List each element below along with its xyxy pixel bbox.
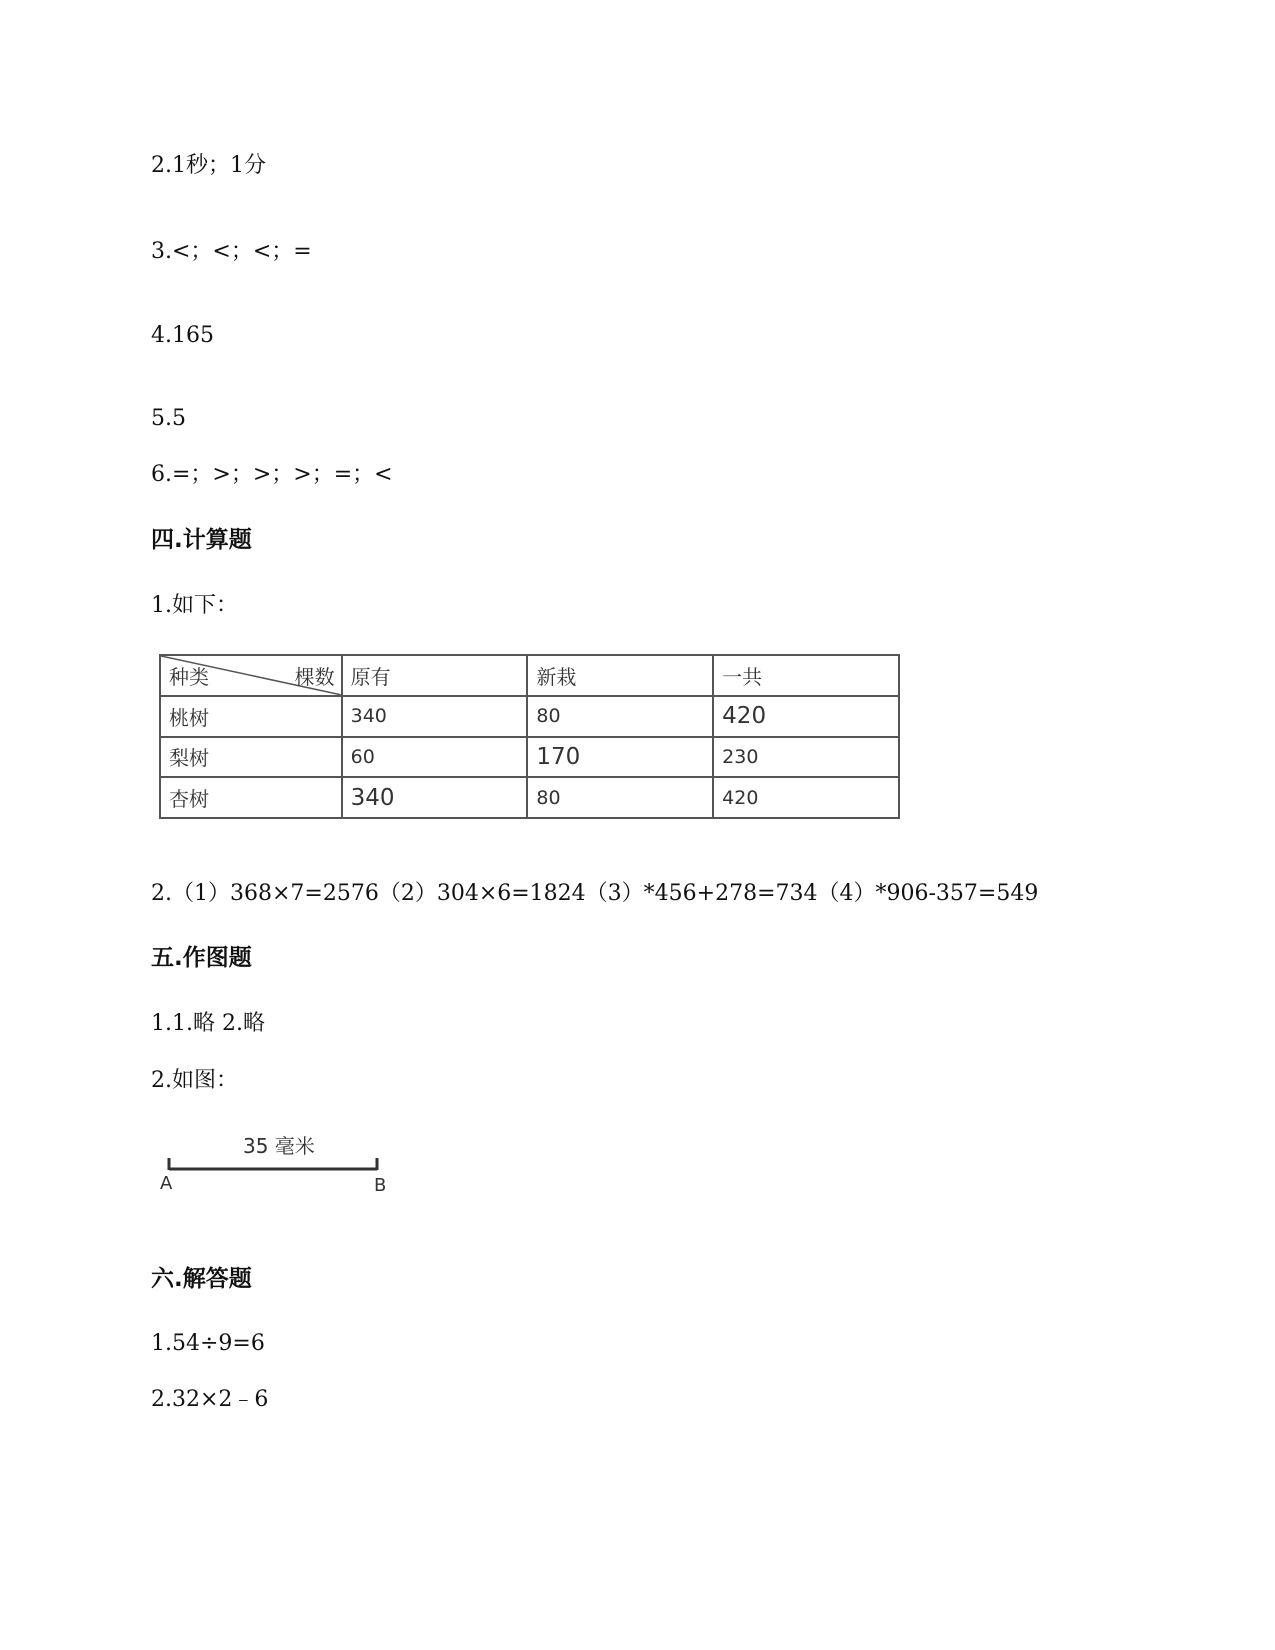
table-row bbox=[160, 737, 899, 778]
table-row-name: 桃树 bbox=[160, 696, 342, 737]
table-row-name: 梨树 bbox=[160, 737, 342, 778]
segment-length-label: 35 毫米 bbox=[243, 1134, 315, 1158]
tree-count-table bbox=[159, 654, 900, 819]
section-heading-drawing: 五.作图题 bbox=[151, 945, 252, 971]
answer-item-6: 6.=；>；>；>；=；< bbox=[151, 462, 393, 487]
section-heading-calculation: 四.计算题 bbox=[151, 527, 252, 553]
drawing-question-1: 1.1.略 2.略 bbox=[151, 1011, 265, 1036]
table-header-cell: 原有 bbox=[342, 655, 528, 696]
point-a-label: A bbox=[160, 1173, 173, 1194]
table-header-cell: 一共 bbox=[713, 655, 899, 696]
line-segment-figure bbox=[155, 1130, 395, 1210]
drawing-question-2-label: 2.如图： bbox=[151, 1068, 238, 1093]
section-heading-solution: 六.解答题 bbox=[151, 1266, 252, 1292]
table-cell: 340 bbox=[342, 696, 528, 737]
table-cell: 420 bbox=[713, 777, 899, 818]
answer-item-3: 3.<；<；<；= bbox=[151, 239, 312, 264]
table-corner-cell bbox=[160, 655, 342, 696]
table-cell: 170 bbox=[527, 737, 713, 778]
answer-item-2: 2.1秒；1分 bbox=[151, 153, 266, 178]
solution-question-2: 2.32×2﹣6 bbox=[151, 1387, 269, 1412]
calc-question-2: 2.（1）368×7=2576（2）304×6=1824（3）*456+278=734（4）*906-357=549 bbox=[151, 881, 1039, 906]
table-cell: 230 bbox=[713, 737, 899, 778]
table-header-cell: 新栽 bbox=[527, 655, 713, 696]
table-row bbox=[160, 696, 899, 737]
table-cell: 420 bbox=[713, 696, 899, 737]
table-cell: 60 bbox=[342, 737, 528, 778]
table-cell: 80 bbox=[527, 777, 713, 818]
calc-question-1-label: 1.如下： bbox=[151, 593, 238, 618]
segment-line bbox=[167, 1154, 379, 1174]
table-cell: 80 bbox=[527, 696, 713, 737]
answer-item-5: 5.5 bbox=[151, 406, 186, 431]
table-row bbox=[160, 777, 899, 818]
solution-question-1: 1.54÷9=6 bbox=[151, 1331, 265, 1356]
answer-item-4: 4.165 bbox=[151, 323, 214, 348]
table-cell: 340 bbox=[342, 777, 528, 818]
corner-label-type: 种类 bbox=[169, 665, 209, 689]
point-b-label: B bbox=[374, 1175, 387, 1196]
table-row-name: 杏树 bbox=[160, 777, 342, 818]
table-header-row bbox=[160, 655, 899, 696]
corner-label-count: 棵数 bbox=[294, 665, 335, 689]
